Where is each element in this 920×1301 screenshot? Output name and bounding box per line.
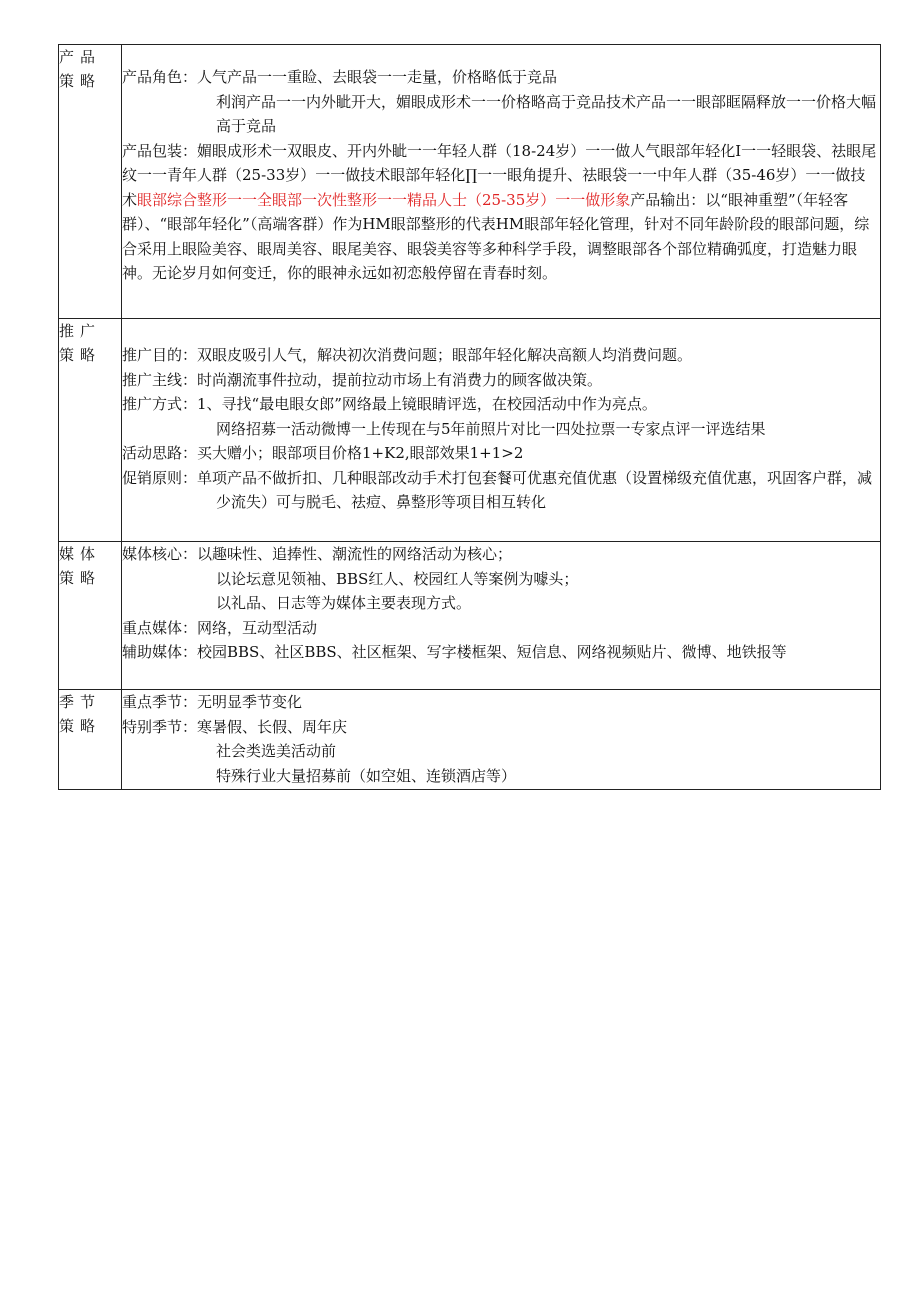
highlighted-text: 眼部综合整形一一全眼部一次性整形一一精品人士（25-35岁）一一做形象 bbox=[137, 190, 631, 209]
product-role-line2: 利润产品一一内外眦开大，媚眼成形术一一价格略高于竞品技术产品一一眼部眶隔释放一一价格大幅高于竞品 bbox=[216, 92, 877, 135]
row-label-media: 媒体策略 bbox=[59, 542, 122, 690]
promotion-method-detail: 网络招募一活动微博一上传现在与5年前照片对比一四处拉票一专家点评一评选结果 bbox=[216, 419, 766, 438]
season-special: 特别季节：寒暑假、长假、周年庆 bbox=[122, 717, 348, 736]
season-key: 重点季节：无明显季节变化 bbox=[122, 693, 303, 711]
media-key: 重点媒体：网络，互动型活动 bbox=[122, 618, 318, 637]
promotion-method: 推广方式：1、寻找“最电眼女郎”网络最上镜眼睛评选，在校园活动中作为亮点。 bbox=[122, 395, 657, 413]
blank-line bbox=[122, 319, 880, 343]
row-label-product: 产品策略 bbox=[59, 45, 122, 319]
media-core-line2: 以论坛意见领袖、BBS红人、校园红人等案例为噱头； bbox=[216, 569, 579, 588]
activity-idea: 活动思路：买大赠小；眼部项目价格1+K2,眼部效果1+1>2 bbox=[122, 444, 524, 462]
promotion-mainline: 推广主线：时尚潮流事件拉动，提前拉动市场上有消费力的顾客做决策。 bbox=[122, 370, 603, 389]
promotion-principle: 促销原则：单项产品不做折扣、几种眼部改动手术打包套餐可优惠充值优惠（设置梯级充值优惠，巩固客户群，减少流失）可与脱毛、祛痘、鼻整形等项目相互转化 bbox=[122, 468, 873, 511]
product-strategy-content bbox=[122, 45, 881, 319]
blank-line bbox=[122, 45, 880, 65]
media-core: 媒体核心：以趣味性、追捧性、潮流性的网络活动为核心； bbox=[122, 545, 513, 563]
row-label-season: 季节策略 bbox=[59, 690, 122, 790]
media-strategy-content bbox=[122, 542, 881, 690]
media-core-line3: 以礼品、日志等为媒体主要表现方式。 bbox=[216, 594, 472, 612]
table-row-season bbox=[59, 690, 881, 790]
product-packaging-text: 产品包装：媚眼成形术一双眼皮、开内外眦一一年轻人群（18-24岁）一一做人气眼部年轻化I一一轻眼袋、祛眼尾纹一一青年人群（25-33岁）一一做技术眼部年轻化∏一一眼角提升、祛眼袋一一中年人群（35-46岁）一一做技术眼部综合整形一一全眼部一次性整形一一精品人士（25-35岁）一一做形象产品输出：以“眼神重塑”（年轻客群）、“眼部年轻化”（高端客群）作为HM眼部整形的代表HM眼部年轻化管理，针对不同年龄阶段的眼部问题，综合采用上眼险美容、眼周美容、眼尾美容、眼袋美容等多种科学手段，调整眼部各个部位精确弧度，打造魅力眼神。无论岁月如何变迁，你的眼神永远如初恋般停留在青春时刻。 bbox=[122, 141, 877, 282]
season-strategy-content bbox=[122, 690, 881, 790]
season-special-line2: 社会类选美活动前 bbox=[216, 742, 337, 760]
strategy-table bbox=[58, 44, 881, 790]
product-role-line: 产品角色：人气产品一一重睑、去眼袋一一走量，价格略低于竞品 bbox=[122, 68, 558, 86]
row-label-promotion: 推广策略 bbox=[59, 319, 122, 542]
table-row-promotion bbox=[59, 319, 881, 542]
media-auxiliary: 辅助媒体：校园BBS、社区BBS、社区框架、写字楼框架、短信息、网络视频贴片、微博、地铁报等 bbox=[122, 643, 787, 661]
promotion-strategy-content bbox=[122, 319, 881, 542]
season-special-line3: 特殊行业大量招募前（如空姐、连锁酒店等） bbox=[216, 766, 517, 785]
table-row-media bbox=[59, 542, 881, 690]
table-row-product bbox=[59, 45, 881, 319]
promotion-purpose: 推广目的：双眼皮吸引人气，解决初次消费问题；眼部年轻化解决高额人均消费问题。 bbox=[122, 346, 693, 364]
